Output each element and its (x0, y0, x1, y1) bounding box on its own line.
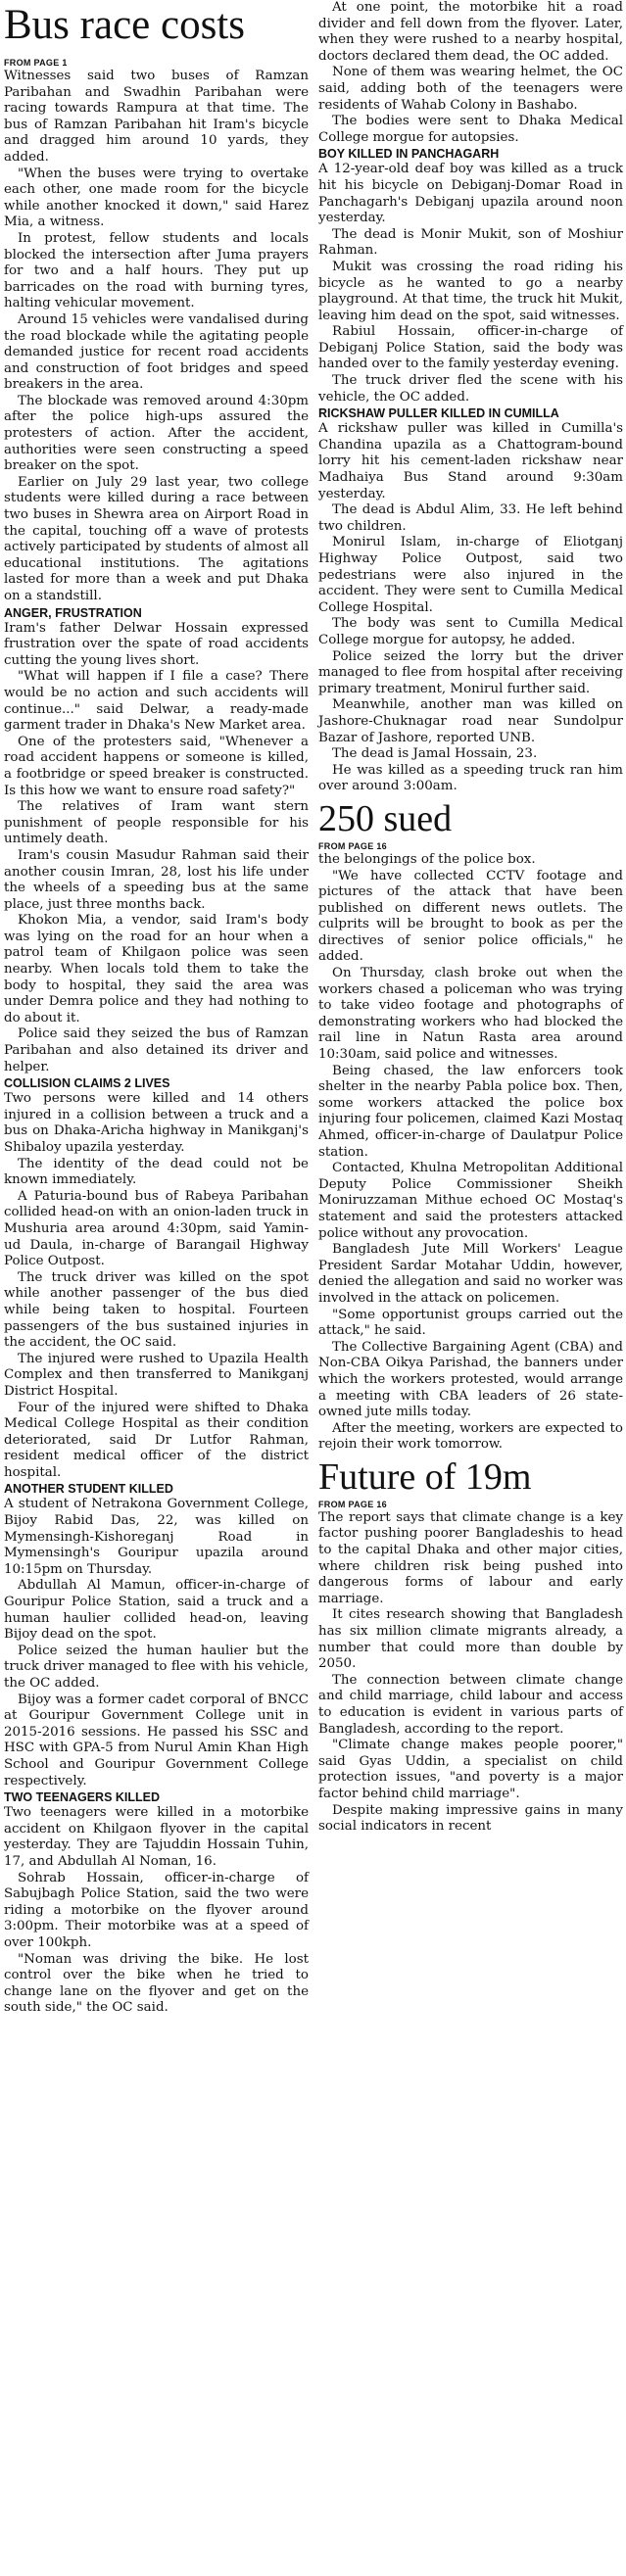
story2-headline: 250 sued (318, 797, 453, 839)
paragraph: The blockade was removed around 4:30pm after the police high-ups assured the protesters of action. After the accident, authorities were seen constructing a speed breaker on the spot. (4, 393, 309, 474)
paragraph: "Noman was driving the bike. He lost control over the bike when he tried to change lane on the flyover and get on the south side," the OC said. (4, 1951, 309, 2016)
paragraph: Earlier on July 29 last year, two college students were killed during a race between two buses in Shewra area on Airport Road in the capital, touching off a wave of protests actively participated by students of almost all educational institutions. The agitations lasted for more than a week and put Dhaka on a standstill. (4, 474, 309, 603)
paragraph: Bangladesh Jute Mill Workers' League President Sardar Motahar Uddin, however, denied the allegation and said no worker was involved in the attack on policemen. (318, 1242, 623, 1306)
subheading: ANGER, FRUSTRATION (4, 605, 142, 620)
paragraph: Bijoy was a former cadet corporal of BNCC at Gouripur Government College unit in 2015-2016 sessions. He passed his SSC and HSC with GPA-5 from Nurul Amin Khan High School and Gouripur Government College respectively. (4, 1692, 309, 1789)
paragraph: Two teenagers were killed in a motorbike accident on Khilgaon flyover in the capital yesterday. They are Tajuddin Hossain Tuhin, 17, and Abdullah Al Noman, 16. (4, 1805, 309, 1869)
paragraph: Despite making impressive gains in many social indicators in recent (318, 1802, 623, 1835)
paragraph: None of them was wearing helmet, the OC said, adding both of the teenagers were residents of Wahab Colony in Bashabo. (318, 65, 623, 113)
right-column (318, 0, 623, 1836)
story1-body-part1 (4, 69, 309, 2017)
paragraph: At one point, the motorbike hit a road divider and fell down from the flyover. Later, when they were rushed to a nearby hospital, doctors declared them dead, the OC added. (318, 0, 623, 64)
paragraph: The body was sent to Cumilla Medical College morgue for autopsy, he added. (318, 616, 623, 647)
paragraph: The dead is Monir Mukit, son of Moshiur Rahman. (318, 226, 623, 259)
story2-from-page: FROM PAGE 16 (318, 840, 387, 851)
paragraph: the belongings of the police box. (318, 851, 536, 867)
story1-from-page: FROM PAGE 1 (4, 58, 68, 68)
paragraph: Police seized the human haulier but the truck driver managed to flee with his vehicle, the OC added. (4, 1643, 309, 1691)
story3-headline: Future of 19m (318, 1455, 532, 1498)
paragraph: Rabiul Hossain, officer-in-charge of Debiganj Police Station, said the body was handed over to the family yesterday evening. (318, 324, 623, 372)
paragraph: Iram's cousin Masudur Rahman said their another cousin Imran, 28, lost his life under the wheels of a speeding bus at the same place, just three months back. (4, 847, 309, 912)
paragraph: The connection between climate change and child marriage, child labour and access to education is evident in various parts of Bangladesh, according to the report. (318, 1672, 623, 1737)
story1-headline: Bus race costs (4, 2, 245, 48)
paragraph: Meanwhile, another man was killed on Jashore-Chuknagar road near Sundolpur Bazar of Jashore, reported UNB. (318, 697, 623, 745)
paragraph: In protest, fellow students and locals blocked the intersection after Juma prayers for two and a half hours. They put up barricades on the road with burning tyres, halting vehicular movement. (4, 230, 309, 311)
paragraph: A rickshaw puller was killed in Cumilla's Chandina upazila as a Chattogram-bound lorry hit his cement-laden rickshaw near Madhaiya Bus Stand around 9:30am yesterday. (318, 421, 623, 501)
left-column (4, 57, 309, 2017)
paragraph: The relatives of Iram want stern punishment of people responsible for his untimely death. (4, 799, 309, 847)
paragraph: "Some opportunist groups carried out the attack," he said. (318, 1307, 623, 1339)
paragraph: Iram's father Delwar Hossain expressed frustration over the spate of road accidents cutting the young lives short. (4, 620, 309, 668)
paragraph: The identity of the dead could not be known immediately. (4, 1156, 309, 1188)
paragraph: The truck driver was killed on the spot while another passenger of the bus died while being taken to hospital. Fourteen passengers of the bus sustained injuries in the accident, the OC said. (4, 1269, 309, 1351)
paragraph: One of the protesters said, "Whenever a road accident happens or someone is killed, a footbridge or speed breaker is constructed. Is this how we want to ensure road safety?" (4, 734, 309, 798)
subheading: RICKSHAW PULLER KILLED IN CUMILLA (318, 406, 559, 421)
paragraph: Two persons were killed and 14 others injured in a collision between a truck and a bus on Dhaka-Aricha highway in Manikganj's Shibaloy upazila yesterday. (4, 1091, 309, 1155)
paragraph: Witnesses said two buses of Ramzan Paribahan and Swadhin Paribahan were racing towards Rampura at that time. The bus of Ramzan Paribahan hit Iram's bicycle and dragged him around 10 yards, they added. (4, 69, 309, 165)
paragraph: Abdullah Al Mamun, officer-in-charge of Gouripur Police Station, said a truck and a human haulier collided head-on, leaving Bijoy dead on the spot. (4, 1578, 309, 1643)
paragraph: "When the buses were trying to overtake each other, one made room for the bicycle while another knocked it down," said Harez Mia, a witness. (4, 166, 309, 230)
paragraph: "What will happen if I file a case? There would be no action and such accidents will continue..." said Delwar, a ready-made garment trader in Dhaka's New Market area. (4, 669, 309, 734)
paragraph: A 12-year-old deaf boy was killed as a truck hit his bicycle on Debiganj-Domar Road in Panchagarh's Debiganj upazila around noon yesterday. (318, 162, 623, 226)
paragraph: Khokon Mia, a vendor, said Iram's body was lying on the road for an hour when a patrol team of Khilgaon police was seen nearby. When locals told them to take the body to hospital, they said the area was under Demra police and they had nothing to do about it. (4, 913, 309, 1026)
paragraph: After the meeting, workers are expected to rejoin their work tomorrow. (318, 1420, 623, 1453)
story2-body (318, 852, 623, 1454)
paragraph: The Collective Bargaining Agent (CBA) and Non-CBA Oikya Parishad, the banners under which the workers protested, would arrange a meeting with CBA leaders of 26 state-owned jute mills today. (318, 1339, 623, 1420)
paragraph: The dead is Abdul Alim, 33. He left behind two children. (318, 502, 623, 534)
paragraph: Being chased, the law enforcers took shelter in the nearby Pabla police box. Then, some workers attacked the police box injuring four policemen, claimed Kazi Mostaq Ahmed, officer-in-charge of Daulatpur Police station. (318, 1063, 623, 1160)
paragraph: Four of the injured were shifted to Dhaka Medical College Hospital as their condition deteriorated, said Dr Lutfor Rahman, resident medical officer of the district hospital. (4, 1400, 309, 1480)
paragraph: A student of Netrakona Government College, Bijoy Rabid Das, 22, was killed on Mymensingh-Kishoreganj Road in Mymensingh's Gouripur upazila around 10:15pm on Thursday. (4, 1497, 309, 1577)
paragraph: The truck driver fled the scene with his vehicle, the OC added. (318, 373, 623, 405)
paragraph: A Paturia-bound bus of Rabeya Paribahan collided head-on with an onion-laden truck in Mushuria area around 4:30pm, said Yamin-ud Daula, in-charge of Barangail Highway Police Outpost. (4, 1188, 309, 1269)
subheading: BOY KILLED IN PANCHAGARH (318, 147, 500, 162)
story3-from-page: FROM PAGE 16 (318, 1499, 387, 1509)
paragraph: The report says that climate change is a key factor pushing poorer Bangladeshis to head to the capital Dhaka and other major cities, where children risk being pushed into dangerous forms of labour and early marriage. (318, 1509, 623, 1606)
paragraph: Around 15 vehicles were vandalised during the road blockade while the agitating people demanded justice for recent road accidents and construction of foot bridges and speed breakers in the area. (4, 311, 309, 393)
story1-body-part2 (318, 0, 623, 795)
paragraph: The injured were rushed to Upazila Health Complex and then transferred to Manikganj District Hospital. (4, 1351, 309, 1399)
paragraph: Police seized the lorry but the driver managed to flee from hospital after receiving primary treatment, Monirul further said. (318, 648, 623, 696)
paragraph: He was killed as a speeding truck ran him over around 3:00am. (318, 762, 623, 794)
paragraph: The dead is Jamal Hossain, 23. (332, 746, 538, 762)
story3-body (318, 1510, 623, 1836)
subheading: ANOTHER STUDENT KILLED (4, 1482, 173, 1497)
paragraph: "We have collected CCTV footage and pictures of the attack that have been published on different news outlets. The culprits will be brought to book as per the directives of senior police officials," he added. (318, 868, 623, 965)
paragraph: The bodies were sent to Dhaka Medical College morgue for autopsies. (318, 114, 623, 145)
paragraph: "Climate change makes people poorer," said Gyas Uddin, a specialist on child protection issues, "and poverty is a major factor behind child marriage". (318, 1738, 623, 1801)
paragraph: Sohrab Hossain, officer-in-charge of Sabujbagh Police Station, said the two were riding a motorbike on the flyover around 3:00pm. Their motorbike was at a speed of over 100kph. (4, 1870, 309, 1950)
paragraph: Police said they seized the bus of Ramzan Paribahan and also detained its driver and helper. (4, 1026, 309, 1074)
paragraph: On Thursday, clash broke out when the workers chased a policeman who was trying to take video footage and photographs of demonstrating workers who had blocked the rail line in Natun Rasta area around 10:30am, said police and witnesses. (318, 966, 623, 1063)
paragraph: Contacted, Khulna Metropolitan Additional Deputy Police Commissioner Sheikh Moniruzzaman Mithue echoed OC Mostaq's statement and said the protesters attacked police without any provocation. (318, 1161, 623, 1241)
paragraph: It cites research showing that Bangladesh has six million climate migrants already, a number that could more than double by 2050. (318, 1607, 623, 1672)
subheading: TWO TEENAGERS KILLED (4, 1790, 161, 1805)
paragraph: Mukit was crossing the road riding his bicycle as he wanted to go a nearby playground. At that time, the truck hit Mukit, leaving him dead on the spot, said witnesses. (318, 259, 623, 323)
subheading: COLLISION CLAIMS 2 LIVES (4, 1076, 170, 1091)
paragraph: Monirul Islam, in-charge of Eliotganj Highway Police Outpost, said two pedestrians were also injured in the accident. They were sent to Cumilla Medical College Hospital. (318, 535, 623, 615)
